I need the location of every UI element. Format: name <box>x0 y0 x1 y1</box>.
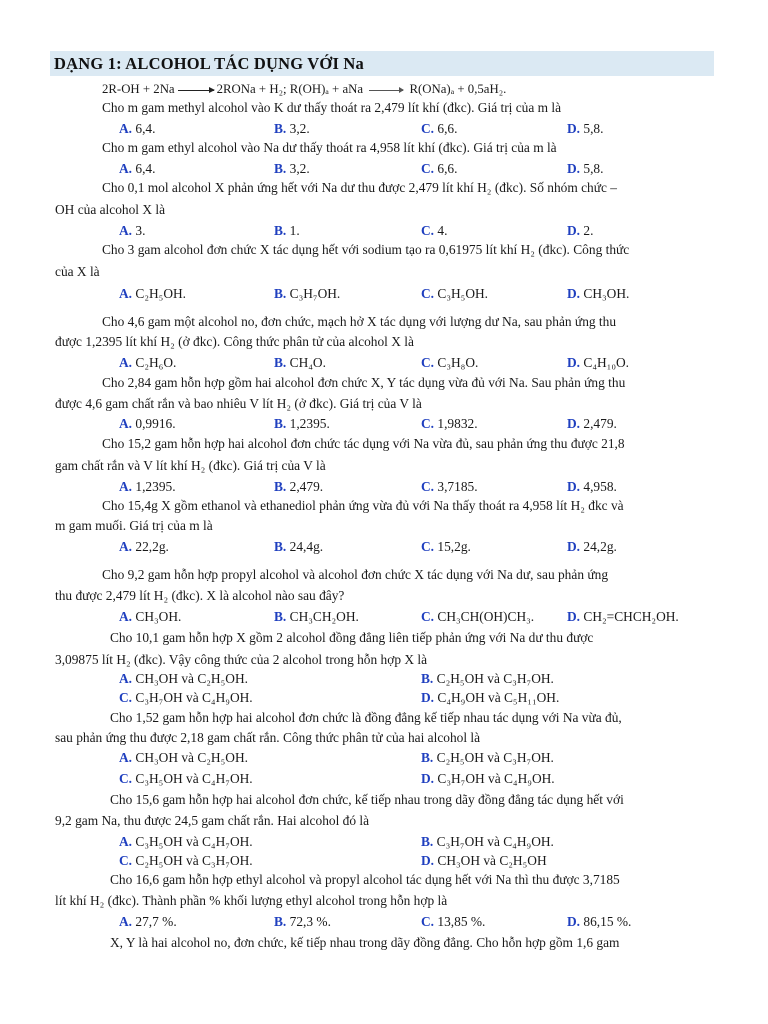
option-letter: A. <box>119 479 133 494</box>
option-letter: B. <box>421 750 434 765</box>
option-text: 24,4g. <box>289 539 324 554</box>
option-letter: A. <box>119 286 133 301</box>
answer-option <box>119 750 248 766</box>
option-letter: B. <box>274 539 287 554</box>
option-letter: C. <box>421 609 435 624</box>
answer-option <box>567 161 603 177</box>
option-letter: B. <box>421 671 434 686</box>
option-text: C₃H₇OH và C₄H₉OH. <box>437 771 555 786</box>
option-text: 2,479. <box>289 479 324 494</box>
answer-option <box>567 416 617 432</box>
option-text: 1,9832. <box>437 416 478 431</box>
option-letter: A. <box>119 671 133 686</box>
option-letter: D. <box>567 121 581 136</box>
answer-option <box>274 609 359 625</box>
option-text: C₂H₅OH. <box>135 286 187 301</box>
answer-option <box>421 479 478 495</box>
option-letter: C. <box>119 771 133 786</box>
answer-option <box>274 223 300 239</box>
option-text: 6,6. <box>437 121 458 136</box>
answer-option <box>421 539 471 555</box>
question-text: lít khí H₂ (đkc). Thành phần % khối lượng ethyl alcohol trong hỗn hợp là <box>55 893 448 908</box>
option-letter: C. <box>421 286 435 301</box>
answer-option <box>119 161 155 177</box>
option-text: C₂H₆O. <box>135 355 177 370</box>
answer-option <box>421 355 478 371</box>
answer-option <box>119 771 253 787</box>
option-text: C₃H₇OH và C₄H₉OH. <box>436 834 554 849</box>
formula-part-3: R(ONa)ₐ + 0,5aH₂. <box>409 82 507 96</box>
answer-option <box>421 750 554 766</box>
answer-option <box>119 690 253 706</box>
answer-option <box>119 355 176 371</box>
question-text: Cho 0,1 mol alcohol X phản ứng hết với Na dư thu được 2,479 lít khí H₂ (đkc). Số nhóm chức – <box>102 180 617 195</box>
option-text: C₃H₇OH. <box>289 286 341 301</box>
option-text: 0,9916. <box>135 416 176 431</box>
option-letter: A. <box>119 834 133 849</box>
option-letter: D. <box>567 286 581 301</box>
option-text: C₃H₅OH và C₄H₇OH. <box>135 834 253 849</box>
option-text: C₂H₅OH và C₃H₇OH. <box>135 853 253 868</box>
answer-option <box>274 286 340 302</box>
question-text: của X là <box>55 264 100 279</box>
reaction-formula <box>102 81 506 97</box>
reaction-arrow-icon <box>369 90 403 91</box>
option-letter: A. <box>119 914 133 929</box>
answer-option <box>567 355 629 371</box>
option-letter: D. <box>567 355 581 370</box>
option-text: 72,3 %. <box>289 914 331 929</box>
answer-option <box>274 416 330 432</box>
option-letter: C. <box>421 223 435 238</box>
option-text: 13,85 %. <box>437 914 486 929</box>
option-letter: C. <box>119 853 133 868</box>
answer-option <box>421 914 485 930</box>
option-letter: D. <box>567 609 581 624</box>
answer-option <box>421 121 457 137</box>
option-letter: B. <box>274 355 287 370</box>
answer-option <box>421 416 478 432</box>
option-letter: D. <box>567 479 581 494</box>
option-letter: C. <box>421 539 435 554</box>
answer-option <box>119 286 186 302</box>
option-text: C₃H₅OH. <box>437 286 489 301</box>
answer-option <box>421 609 534 625</box>
answer-option <box>421 690 559 706</box>
option-letter: A. <box>119 539 133 554</box>
question-text: Cho 3 gam alcohol đơn chức X tác dụng hết với sodium tạo ra 0,61975 lít khí H₂ (đkc). Công thức <box>102 242 630 257</box>
option-text: 3,2. <box>289 161 310 176</box>
option-text: 4. <box>437 223 448 238</box>
question-text: OH của alcohol X là <box>55 202 166 217</box>
option-letter: D. <box>567 161 581 176</box>
option-letter: B. <box>274 416 287 431</box>
option-letter: B. <box>421 834 434 849</box>
option-text: 2,479. <box>583 416 617 431</box>
question-text: Cho 15,2 gam hỗn hợp hai alcohol đơn chức tác dụng với Na vừa đủ, sau phản ứng thu được 21,8 <box>102 436 625 451</box>
option-letter: B. <box>274 161 287 176</box>
option-text: CH₃OH và C₂H₅OH. <box>135 750 248 765</box>
answer-option <box>274 355 326 371</box>
question-text: X, Y là hai alcohol no, đơn chức, kế tiếp nhau trong dãy đồng đẳng. Cho hỗn hợp gồm 1,6 gam <box>110 935 620 950</box>
question-text: được 1,2395 lít khí H₂ (ở đkc). Công thức phân tử của alcohol X là <box>55 334 414 349</box>
option-text: 15,2g. <box>437 539 471 554</box>
option-letter: C. <box>119 690 133 705</box>
question-text: Cho 9,2 gam hỗn hợp propyl alcohol và alcohol đơn chức X tác dụng với Na dư, sau phản ứng <box>102 567 609 582</box>
option-letter: D. <box>567 416 581 431</box>
question-text: Cho 16,6 gam hỗn hợp ethyl alcohol và propyl alcohol tác dụng hết với Na thì thu được 3,7185 <box>110 872 620 887</box>
answer-option <box>567 121 603 137</box>
question-text: 3,09875 lít H₂ (đkc). Vậy công thức của 2 alcohol trong hỗn hợp X là <box>55 652 428 667</box>
option-text: 24,2g. <box>583 539 617 554</box>
question-text: Cho 4,6 gam một alcohol no, đơn chức, mạch hở X tác dụng với lượng dư Na, sau phản ứng thu <box>102 314 617 329</box>
option-letter: D. <box>567 914 581 929</box>
answer-option <box>119 416 176 432</box>
option-text: 2. <box>583 223 594 238</box>
option-letter: A. <box>119 609 133 624</box>
option-text: C₃H₇OH và C₄H₉OH. <box>135 690 253 705</box>
answer-option <box>421 834 554 850</box>
question-text: Cho m gam ethyl alcohol vào Na dư thấy thoát ra 4,958 lít khí (đkc). Giá trị của m là <box>102 140 557 155</box>
answer-option <box>119 834 253 850</box>
option-text: 27,7 %. <box>135 914 177 929</box>
option-text: C₃H₈O. <box>437 355 479 370</box>
question-text: Cho 2,84 gam hỗn hợp gồm hai alcohol đơn chức X, Y tác dụng vừa đủ với Na. Sau phản ứng thu <box>102 375 626 390</box>
option-text: 6,4. <box>135 161 156 176</box>
option-letter: D. <box>567 539 581 554</box>
answer-option <box>567 223 593 239</box>
option-letter: B. <box>274 609 287 624</box>
option-text: CH₃OH. <box>135 609 182 624</box>
answer-option <box>421 853 547 869</box>
answer-option <box>119 853 253 869</box>
option-text: 1,2395. <box>135 479 176 494</box>
option-text: 5,8. <box>583 161 604 176</box>
answer-option <box>567 609 679 625</box>
option-letter: B. <box>274 914 287 929</box>
answer-option <box>119 671 248 687</box>
answer-option <box>274 479 323 495</box>
answer-option <box>421 223 447 239</box>
option-letter: C. <box>421 914 435 929</box>
section-title: DẠNG 1: ALCOHOL TÁC DỤNG VỚI Na <box>50 51 714 76</box>
option-text: 4,958. <box>583 479 617 494</box>
option-letter: B. <box>274 121 287 136</box>
option-letter: A. <box>119 161 133 176</box>
option-letter: A. <box>119 416 133 431</box>
option-letter: A. <box>119 355 133 370</box>
option-text: 6,6. <box>437 161 458 176</box>
option-letter: A. <box>119 121 133 136</box>
option-text: CH₃OH. <box>583 286 630 301</box>
answer-option <box>274 914 331 930</box>
option-text: 3,2. <box>289 121 310 136</box>
question-text: 9,2 gam Na, thu được 24,5 gam chất rắn. Hai alcohol đó là <box>55 813 370 828</box>
option-letter: B. <box>274 479 287 494</box>
question-text: Cho 10,1 gam hỗn hợp X gồm 2 alcohol đồng đẳng liên tiếp phản ứng với Na dư thu được <box>110 630 594 645</box>
option-letter: C. <box>421 355 435 370</box>
option-text: CH₃CH₂OH. <box>289 609 359 624</box>
question-text: Cho m gam methyl alcohol vào K dư thấy thoát ra 2,479 lít khí (đkc). Giá trị của m là <box>102 100 562 115</box>
answer-option <box>119 914 177 930</box>
answer-option <box>119 609 181 625</box>
answer-option <box>421 161 457 177</box>
answer-option <box>274 539 323 555</box>
answer-option <box>119 223 145 239</box>
option-text: 3. <box>135 223 146 238</box>
answer-option <box>567 914 631 930</box>
answer-option <box>119 479 176 495</box>
option-text: 1,2395. <box>289 416 330 431</box>
option-text: 86,15 %. <box>583 914 632 929</box>
question-text: Cho 15,4g X gồm ethanol và ethanediol phản ứng vừa đủ với Na thấy thoát ra 4,958 lít H₂ đkc và <box>102 498 624 513</box>
option-letter: B. <box>274 286 287 301</box>
option-letter: C. <box>421 121 435 136</box>
answer-option <box>567 479 617 495</box>
option-text: C₂H₅OH và C₃H₇OH. <box>436 750 554 765</box>
answer-option <box>421 771 555 787</box>
option-letter: A. <box>119 750 133 765</box>
question-text: thu được 2,479 lít H₂ (đkc). X là alcohol nào sau đây? <box>55 588 345 603</box>
reaction-arrow-icon <box>178 90 214 91</box>
answer-option <box>119 539 169 555</box>
question-text: Cho 1,52 gam hỗn hợp hai alcohol đơn chức là đồng đẳng kế tiếp nhau tác dụng với Na vừa đủ, <box>110 710 622 725</box>
option-text: 5,8. <box>583 121 604 136</box>
option-text: CH₃OH và C₂H₅OH. <box>135 671 248 686</box>
option-text: 1. <box>289 223 300 238</box>
answer-option <box>421 286 488 302</box>
formula-part-2: 2RONa + H₂; R(OH)ₐ + aNa <box>216 82 364 96</box>
answer-option <box>119 121 155 137</box>
answer-option <box>567 539 617 555</box>
option-text: CH₃CH(OH)CH₃. <box>437 609 535 624</box>
option-letter: C. <box>421 416 435 431</box>
option-text: 3,7185. <box>437 479 478 494</box>
option-text: 6,4. <box>135 121 156 136</box>
option-text: CH₃OH và C₂H₅OH <box>437 853 547 868</box>
option-letter: D. <box>421 690 435 705</box>
option-text: C₄H₉OH và C₅H₁₁OH. <box>437 690 560 705</box>
answer-option <box>421 671 554 687</box>
question-text: m gam muối. Giá trị của m là <box>55 518 213 533</box>
question-text: gam chất rắn và V lít khí H₂ (đkc). Giá trị của V là <box>55 458 326 473</box>
option-text: CH₄O. <box>289 355 326 370</box>
option-text: C₂H₅OH và C₃H₇OH. <box>436 671 554 686</box>
answer-option <box>274 121 310 137</box>
option-letter: D. <box>421 771 435 786</box>
question-text: Cho 15,6 gam hỗn hợp hai alcohol đơn chức, kế tiếp nhau trong dãy đồng đẳng tác dụng hết với <box>110 792 624 807</box>
answer-option <box>567 286 629 302</box>
option-text: C₃H₅OH và C₄H₇OH. <box>135 771 253 786</box>
option-text: CH₂=CHCH₂OH. <box>583 609 679 624</box>
answer-option <box>274 161 310 177</box>
option-letter: C. <box>421 479 435 494</box>
option-text: 22,2g. <box>135 539 169 554</box>
question-text: sau phản ứng thu được 2,18 gam chất rắn. Công thức phân tử của hai alcohol là <box>55 730 481 745</box>
option-letter: D. <box>421 853 435 868</box>
option-text: C₄H₁₀O. <box>583 355 630 370</box>
question-text: được 4,6 gam chất rắn và bao nhiêu V lít H₂ (ở đkc). Giá trị của V là <box>55 396 422 411</box>
option-letter: A. <box>119 223 133 238</box>
option-letter: D. <box>567 223 581 238</box>
formula-part-1: 2R-OH + 2Na <box>102 82 175 96</box>
option-letter: C. <box>421 161 435 176</box>
option-letter: B. <box>274 223 287 238</box>
